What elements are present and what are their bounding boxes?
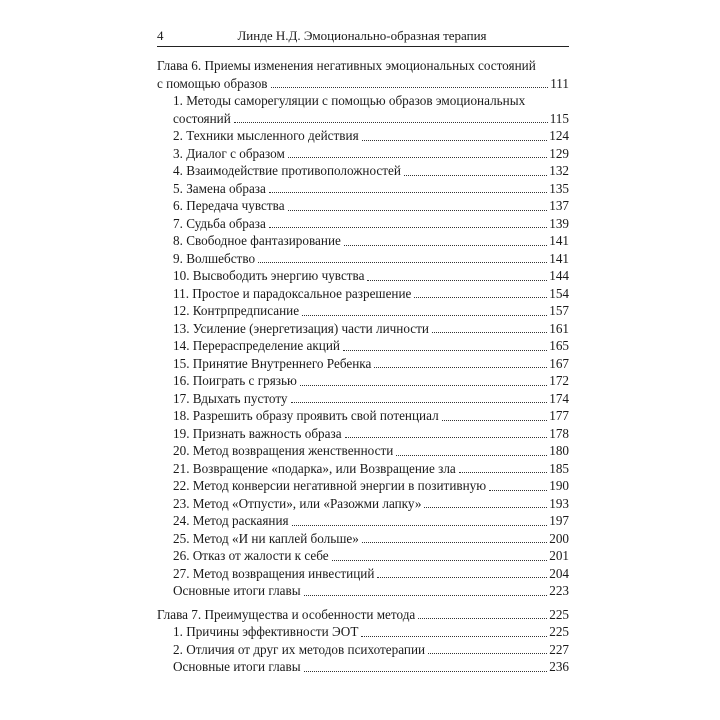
toc-item-label: 21. Возвращение «подарка», или Возвращение зла xyxy=(173,460,456,476)
toc-item xyxy=(157,320,569,338)
toc-item-label: Основные итоги главы xyxy=(173,659,301,674)
toc-item xyxy=(157,285,569,303)
dot-leader xyxy=(428,653,547,654)
dot-leader xyxy=(374,367,547,368)
dot-leader xyxy=(288,210,548,211)
toc-item xyxy=(157,162,569,180)
chapter-6-page: 111 xyxy=(550,75,569,91)
toc-item-label: 16. Поиграть с грязью xyxy=(173,373,297,388)
dot-leader xyxy=(432,332,547,333)
header-rule xyxy=(157,46,569,47)
dot-leader xyxy=(234,122,548,123)
dot-leader xyxy=(414,297,547,298)
dot-leader xyxy=(332,560,548,561)
dot-leader xyxy=(459,472,547,473)
toc-item-label: 2. Техники мысленного действия xyxy=(173,128,359,143)
toc-item xyxy=(157,530,569,548)
dot-leader xyxy=(361,636,547,637)
toc-item-label: 9. Волшебство xyxy=(173,250,256,266)
toc-item-page: 180 xyxy=(549,443,569,458)
toc-item-page: 124 xyxy=(549,128,569,143)
dot-leader xyxy=(345,437,548,438)
toc-item-page: 139 xyxy=(549,215,569,231)
chapter-7-page: 225 xyxy=(549,606,569,622)
toc-item-page: 200 xyxy=(549,530,569,546)
toc-item-label: 7. Судьба образа xyxy=(173,215,266,231)
toc-item xyxy=(157,145,569,163)
toc-item xyxy=(157,623,569,641)
toc-item-label: 22. Метод конверсии негативной энергии в позитивную xyxy=(173,478,487,493)
toc-item-label: 3. Диалог с образом xyxy=(173,145,285,161)
toc-item xyxy=(157,565,569,583)
toc-item xyxy=(157,547,569,565)
toc-item-page: 204 xyxy=(549,565,569,581)
toc-item xyxy=(157,302,569,320)
toc-item xyxy=(157,355,569,373)
dot-leader xyxy=(418,618,547,619)
toc-item-page: 225 xyxy=(549,624,569,639)
toc-item-page: 174 xyxy=(549,390,569,406)
toc-item-label: 2. Отличия от друг их методов психотерапии xyxy=(173,641,426,657)
page-header xyxy=(157,26,567,46)
toc-item-label: состояний xyxy=(173,110,231,126)
toc-item-page: 144 xyxy=(549,268,569,283)
toc-item-page: 157 xyxy=(549,303,569,318)
dot-leader xyxy=(362,542,547,543)
toc-item xyxy=(157,232,569,250)
toc-item-1-line1: 1. Методы саморегуляции с помощью образов эмоциональных xyxy=(173,93,526,108)
toc-item xyxy=(157,460,569,478)
toc-item-label: 11. Простое и парадоксальное разрешение xyxy=(173,285,412,301)
toc-item-page: 165 xyxy=(549,338,569,353)
chapter-7-entry xyxy=(157,606,569,624)
dot-leader xyxy=(300,385,547,386)
toc-item-page: 167 xyxy=(549,355,569,371)
toc-item-page: 132 xyxy=(549,163,569,178)
chapter-6-entry xyxy=(157,75,569,93)
dot-leader xyxy=(292,525,548,526)
toc-item xyxy=(157,442,569,460)
toc-item-page: 161 xyxy=(549,320,569,336)
running-title: Линде Н.Д. Эмоционально-образная терапия xyxy=(237,28,487,43)
toc-item xyxy=(157,197,569,215)
toc-item-label: 23. Метод «Отпусти», или «Разожми лапку» xyxy=(173,495,422,511)
dot-leader xyxy=(304,671,548,672)
toc-item xyxy=(157,425,569,443)
dot-leader xyxy=(362,140,548,141)
toc-item xyxy=(157,641,569,659)
page-number: 4 xyxy=(157,28,164,43)
toc-item-label: 18. Разрешить образу проявить свой потенциал xyxy=(173,408,439,423)
toc-item xyxy=(157,127,569,145)
dot-leader xyxy=(424,507,547,508)
toc-item-page: 236 xyxy=(549,659,569,674)
dot-leader xyxy=(304,595,548,596)
toc-item xyxy=(157,407,569,425)
toc-item-page: 115 xyxy=(549,110,569,126)
toc-item xyxy=(157,180,569,198)
table-of-contents xyxy=(157,57,569,676)
toc-item-summary xyxy=(157,582,569,600)
toc-item-page: 190 xyxy=(549,478,569,493)
toc-item-page: 193 xyxy=(549,495,569,511)
dot-leader xyxy=(377,577,547,578)
dot-leader xyxy=(489,490,547,491)
toc-item xyxy=(157,267,569,285)
toc-item xyxy=(157,337,569,355)
dot-leader xyxy=(404,175,547,176)
toc-item-label: 15. Принятие Внутреннего Ребенка xyxy=(173,355,372,371)
dot-leader xyxy=(271,87,549,88)
toc-item-summary xyxy=(157,658,569,676)
toc-item-label: Основные итоги главы xyxy=(173,583,301,598)
toc-item-label: 27. Метод возвращения инвестиций xyxy=(173,565,375,581)
toc-item xyxy=(157,495,569,513)
chapter-6-title-line1: Глава 6. Приемы изменения негативных эмоциональных состояний xyxy=(157,58,536,73)
chapter-7-title: Глава 7. Преимущества и особенности метода xyxy=(157,606,416,622)
toc-item-page: 137 xyxy=(549,198,569,213)
toc-item-page: 135 xyxy=(549,180,569,196)
toc-item-page: 141 xyxy=(549,233,569,248)
toc-item-label: 8. Свободное фантазирование xyxy=(173,233,341,248)
toc-item-label: 26. Отказ от жалости к себе xyxy=(173,548,329,563)
toc-item-page: 141 xyxy=(549,250,569,266)
dot-leader xyxy=(442,420,548,421)
dot-leader xyxy=(343,350,547,351)
toc-item-label: 17. Вдыхать пустоту xyxy=(173,390,288,406)
toc-item-label: 25. Метод «И ни каплей больше» xyxy=(173,530,359,546)
toc-item-page: 172 xyxy=(549,373,569,388)
toc-item-page: 177 xyxy=(549,408,569,423)
dot-leader xyxy=(367,280,547,281)
toc-item-page: 178 xyxy=(549,425,569,441)
dot-leader xyxy=(291,402,548,403)
toc-item xyxy=(157,512,569,530)
toc-item-label: 19. Признать важность образа xyxy=(173,425,342,441)
toc-item xyxy=(157,250,569,268)
toc-item xyxy=(157,390,569,408)
dot-leader xyxy=(269,227,547,228)
dot-leader xyxy=(269,192,547,193)
toc-item xyxy=(157,110,569,128)
toc-item-page: 129 xyxy=(549,145,569,161)
toc-item-label: 20. Метод возвращения женственности xyxy=(173,443,394,458)
toc-item-page: 201 xyxy=(549,548,569,563)
toc-item xyxy=(157,215,569,233)
dot-leader xyxy=(396,455,547,456)
dot-leader xyxy=(344,245,547,246)
toc-item-label: 10. Высвободить энергию чувства xyxy=(173,268,365,283)
toc-item-label: 24. Метод раскаяния xyxy=(173,513,289,528)
toc-item-label: 13. Усиление (энергетизация) части личности xyxy=(173,320,429,336)
toc-item-label: 12. Контрпредписание xyxy=(173,303,300,318)
toc-item-label: 5. Замена образа xyxy=(173,180,266,196)
toc-item-page: 223 xyxy=(549,583,569,598)
toc-item-page: 197 xyxy=(549,513,569,528)
chapter-6-title-line2: с помощью образов xyxy=(157,75,268,91)
toc-item-page: 227 xyxy=(549,641,569,657)
toc-item-label: 6. Передача чувства xyxy=(173,198,285,213)
toc-item-label: 1. Причины эффективности ЭОТ xyxy=(173,624,359,639)
dot-leader xyxy=(288,157,547,158)
toc-item-label: 14. Перераспределение акций xyxy=(173,338,340,353)
toc-item-page: 185 xyxy=(549,460,569,476)
dot-leader xyxy=(302,315,547,316)
toc-item xyxy=(157,372,569,390)
toc-item xyxy=(157,477,569,495)
toc-item-label: 4. Взаимодействие противоположностей xyxy=(173,163,401,178)
toc-item-page: 154 xyxy=(549,285,569,301)
dot-leader xyxy=(258,262,547,263)
